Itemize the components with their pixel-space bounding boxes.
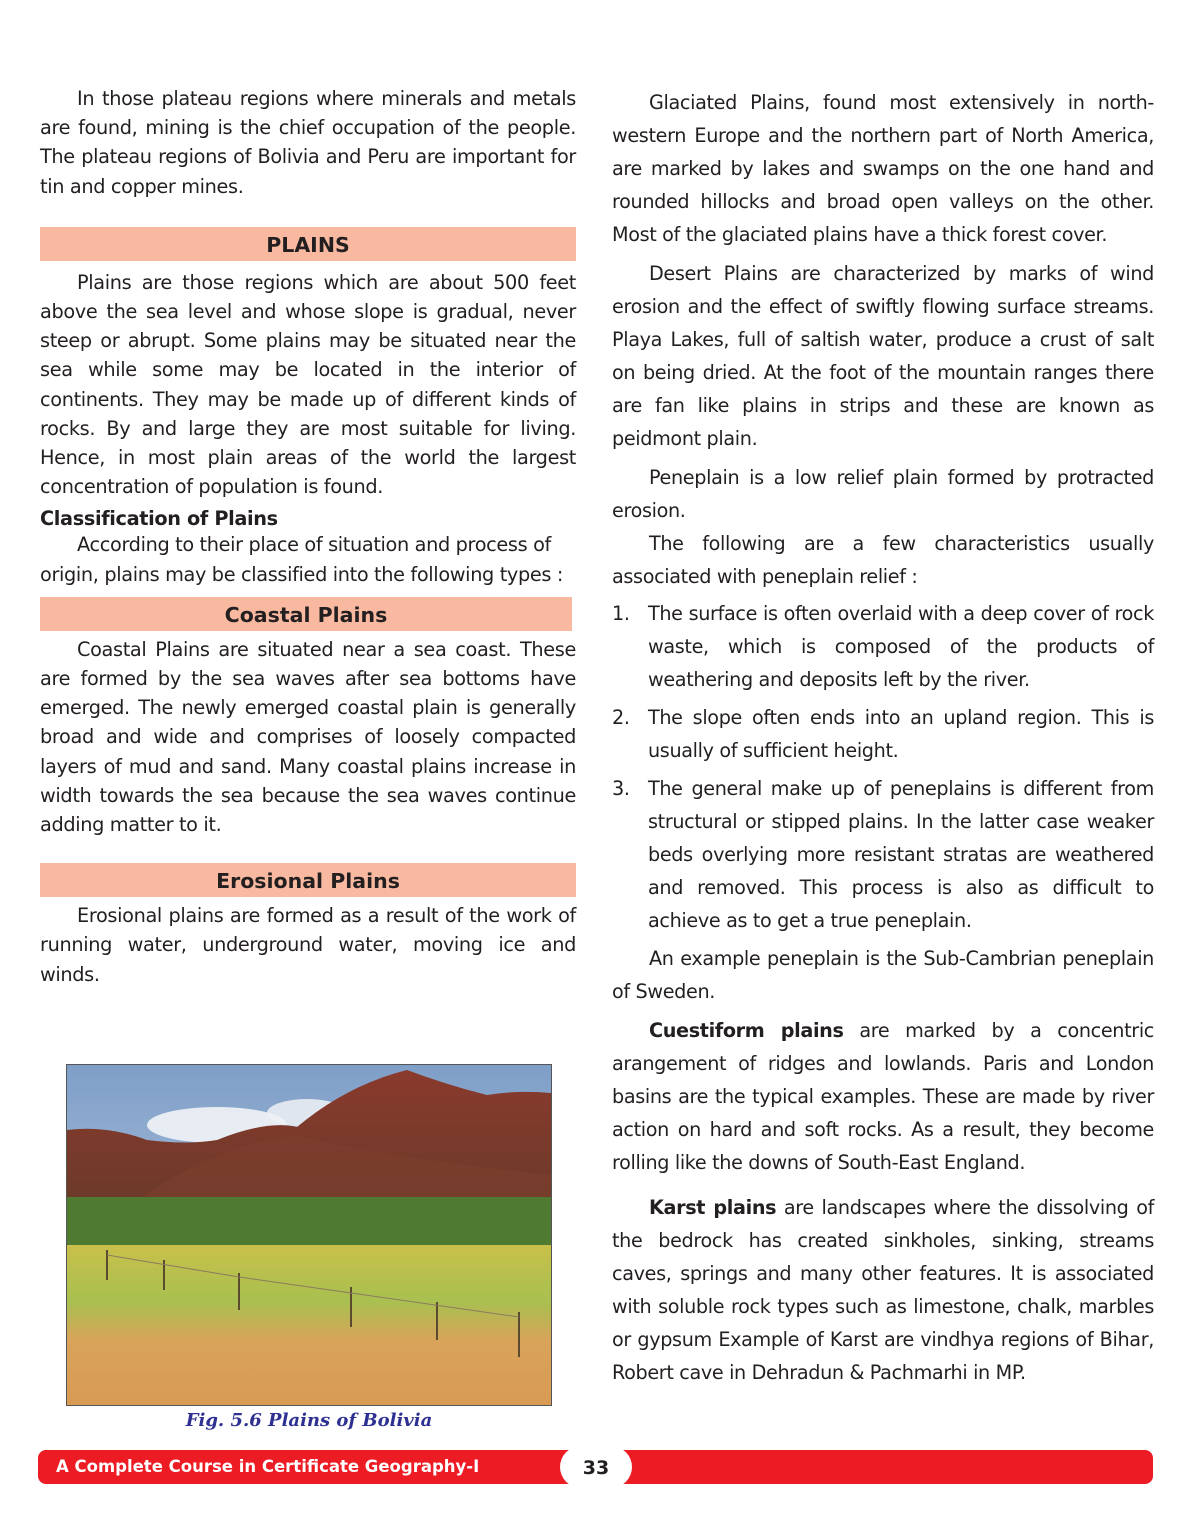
characteristics-list (612, 597, 1154, 937)
list-item-text: The surface is often overlaid with a deep cover of rock waste, which is composed of the products of weathering and deposits left by the river. (648, 602, 1154, 691)
characteristics-intro: The following are a few characteristics usually associated with peneplain relief : (612, 532, 1154, 588)
list-item-text: The slope often ends into an upland region. This is usually of sufficient height. (648, 706, 1154, 762)
list-item (612, 701, 1154, 767)
coastal-plains-heading: Coastal Plains (40, 597, 572, 631)
figure-caption: Fig. 5.6 Plains of Bolivia (185, 1410, 433, 1431)
karst-plains-paragraph (612, 1191, 1154, 1389)
plains-paragraph: Plains are those regions which are about 500 feet above the sea level and whose slope is gradual, never steep or abrupt. Some plains may be situated near the sea while some may be located in the interior of continents. They may be made up of different kinds of rocks. By and large they are most suitable for living. Hence, in most plain areas of the world the largest concentration of population is found. (40, 270, 576, 499)
cuestiform-text: are marked by a concentric arangement of ridges and lowlands. Paris and London basins are the typical examples. These are made by river action on hard and soft rocks. As a result, they become rolling like the downs of South-East England. (612, 1019, 1155, 1174)
erosional-plains-heading: Erosional Plains (40, 863, 576, 897)
book-title: A Complete Course in Certificate Geography-I (56, 1457, 480, 1476)
page-number: 33 (560, 1446, 632, 1488)
right-column (612, 86, 1154, 1389)
list-item-text: The general make up of peneplains is different from structural or stipped plains. In the latter case weaker beds overlying more resistant stratas are weathered and removed. This process is also as difficult to achieve as to get a true peneplain. (648, 777, 1154, 932)
list-item (612, 597, 1154, 696)
classification-heading: Classification of Plains (40, 507, 278, 531)
left-column (40, 84, 576, 989)
erosional-plains-paragraph: Erosional plains are formed as a result of the work of running water, underground water, moving ice and winds. (40, 904, 576, 986)
glaciated-plains-paragraph: Glaciated Plains, found most extensively in north-western Europe and the northern part of North America, are marked by lakes and swamps on the one hand and rounded hillocks and broad open valleys on the other. Most of the glaciated plains have a thick forest cover. (612, 91, 1154, 246)
coastal-plains-paragraph: Coastal Plains are situated near a sea coast. These are formed by the sea waves after sea bottoms have emerged. The newly emerged coastal plain is generally broad and wide and comprises of loosely compacted layers of mud and sand. Many coastal plains increase in width towards the sea because the sea waves continue adding matter to it. (40, 637, 576, 837)
landscape-image (67, 1065, 551, 1405)
footer-bar-right (620, 1450, 1153, 1484)
karst-term: Karst plains (649, 1196, 777, 1219)
list-item (612, 772, 1154, 937)
list-item-number: 1. (612, 602, 630, 625)
plains-heading: PLAINS (40, 227, 576, 261)
intro-paragraph: In those plateau regions where minerals and metals are found, mining is the chief occupation of the people. The plateau regions of Bolivia and Peru are important for tin and copper mines. (40, 87, 576, 198)
list-item-number: 3. (612, 777, 630, 800)
desert-plains-paragraph: Desert Plains are characterized by marks of wind erosion and the effect of swiftly flowing surface streams. Playa Lakes, full of saltish water, produce a crust of salt on being dried. At the foot of the mountain ranges there are fan like plains in strips and these are known as peidmont plain. (612, 262, 1154, 450)
classification-paragraph: According to their place of situation and process of origin, plains may be classified into the following types : (40, 533, 564, 586)
list-item-number: 2. (612, 706, 630, 729)
bolivia-plains-photo (66, 1064, 552, 1406)
peneplain-paragraph: Peneplain is a low relief plain formed by protracted erosion. (612, 466, 1154, 522)
example-paragraph: An example peneplain is the Sub-Cambrian peneplain of Sweden. (612, 947, 1154, 1003)
cuestiform-plains-paragraph (612, 1014, 1154, 1179)
cuestiform-term: Cuestiform plains (649, 1019, 844, 1042)
karst-text: are landscapes where the dissolving of the bedrock has created sinkholes, sinking, streams caves, springs and many other features. It is associated with soluble rock types such as limestone, chalk, marbles or gypsum Example of Karst are vindhya regions of Bihar, Robert cave in Dehradun & Pachmarhi in MP. (612, 1196, 1154, 1384)
